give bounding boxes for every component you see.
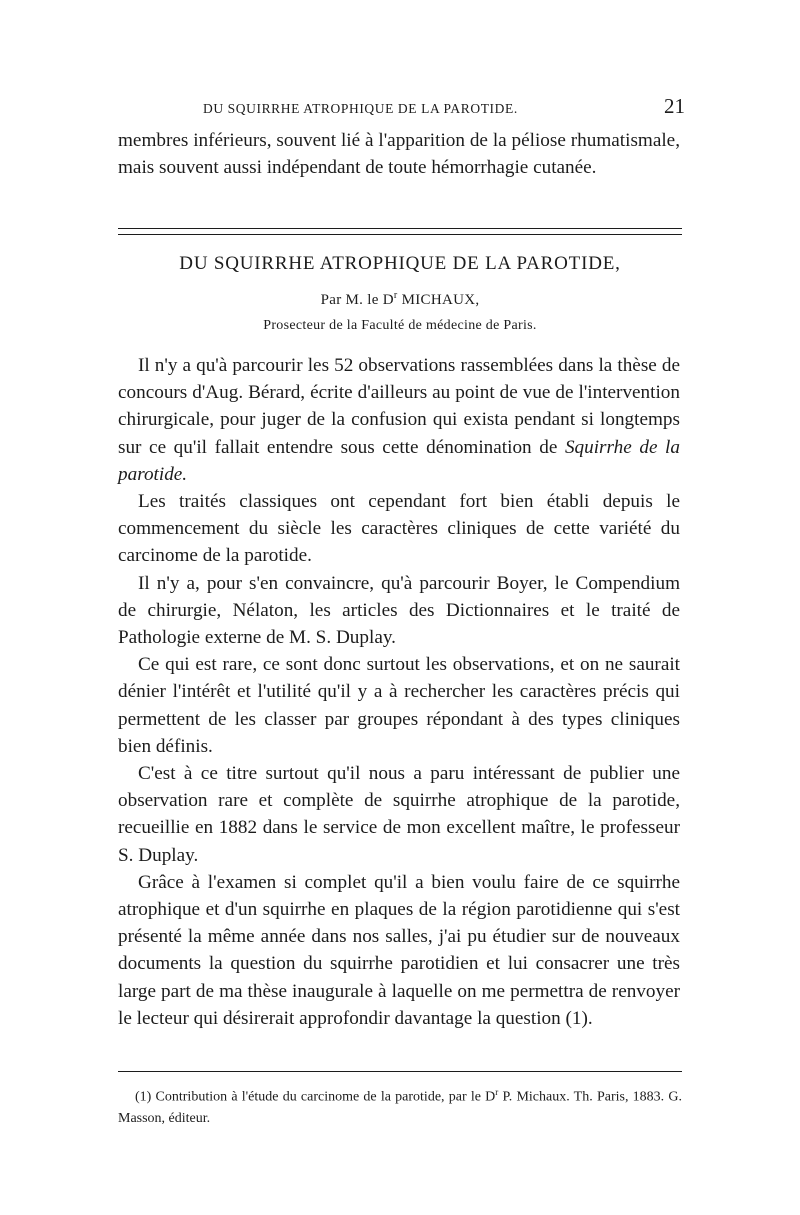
- footnote-superscript: r: [495, 1087, 499, 1097]
- byline: [118, 290, 682, 309]
- lead-paragraph: membres inférieurs, souvent lié à l'apparition de la péliose rhumatismale, mais souvent aussi indépendant de toute hémorrhagie cutanée.: [118, 130, 680, 179]
- article-title: DU SQUIRRHE ATROPHIQUE DE LA PAROTIDE,: [179, 253, 621, 274]
- paragraph: Les traités classiques ont cependant fort bien établi depuis le commencement du siècle les caractères cliniques de cette variété du carcinome de la parotide.: [118, 491, 680, 567]
- byline-superscript: r: [393, 290, 398, 301]
- footnote: [118, 1082, 682, 1129]
- footnote-rule: [118, 1071, 682, 1072]
- paragraph: Il n'y a, pour s'en convaincre, qu'à parcourir Boyer, le Compendium de chirurgie, Nélaton, les articles des Dictionnaires et le traité de Pathologie externe de M. S. Duplay.: [118, 572, 680, 649]
- paragraph: Grâce à l'examen si complet qu'il a bien voulu faire de ce squirrhe atrophique et d'un squirrhe en plaques de la région parotidienne qui s'est présenté la même année dans nos salles, j'ai pu étudier sur de nouveaux documents la question du squirrhe parotidien et lui consacrer une très large part de ma thèse inaugurale à laquelle on me permettra de renvoyer le lecteur qui désirerait approfondir davantage la question (1).: [118, 871, 680, 1029]
- footnote-text-after: P. Michaux. Th. Paris, 1883. G. Masson, éditeur.: [118, 1089, 682, 1126]
- section-divider: [118, 228, 682, 235]
- byline-author: MICHAUX,: [397, 292, 480, 308]
- paragraph: Ce qui est rare, ce sont donc surtout les observations, et on ne saurait dénier l'intérêt et l'utilité qu'il y a à rechercher les caractères précis qui permettent de les classer par groupes répondant à des types cliniques bien définis.: [118, 654, 680, 757]
- paragraph: [118, 352, 680, 488]
- footnote-text-before: (1) Contribution à l'étude du carcinome de la parotide, par le D: [135, 1089, 496, 1105]
- paragraph-text: Il n'y a qu'à parcourir les 52 observations rassemblées dans la thèse de concours d'Aug. Bérard, écrite d'ailleurs au point de vue de l'intervention chirurgicale, pour juger de la confusion qui exista pendant si longtemps sur ce qu'il fallait entendre sous cette dénomination de: [118, 355, 680, 458]
- page-number: 21: [664, 94, 685, 118]
- article-body: [118, 352, 680, 1032]
- paragraph: C'est à ce titre surtout qu'il nous a paru intéressant de publier une observation rare et complète de squirrhe atrophique de la parotide, recueillie en 1882 dans le service de mon excellent maître, le professeur S. Duplay.: [118, 763, 680, 866]
- byline-prefix: Par M. le D: [320, 292, 394, 308]
- running-head: [118, 94, 685, 119]
- author-affiliation: Prosecteur de la Faculté de médecine de Paris.: [263, 318, 537, 333]
- running-title: DU SQUIRRHE ATROPHIQUE DE LA PAROTIDE.: [203, 101, 518, 116]
- italic-term: Squirrhe de la parotide.: [118, 436, 680, 485]
